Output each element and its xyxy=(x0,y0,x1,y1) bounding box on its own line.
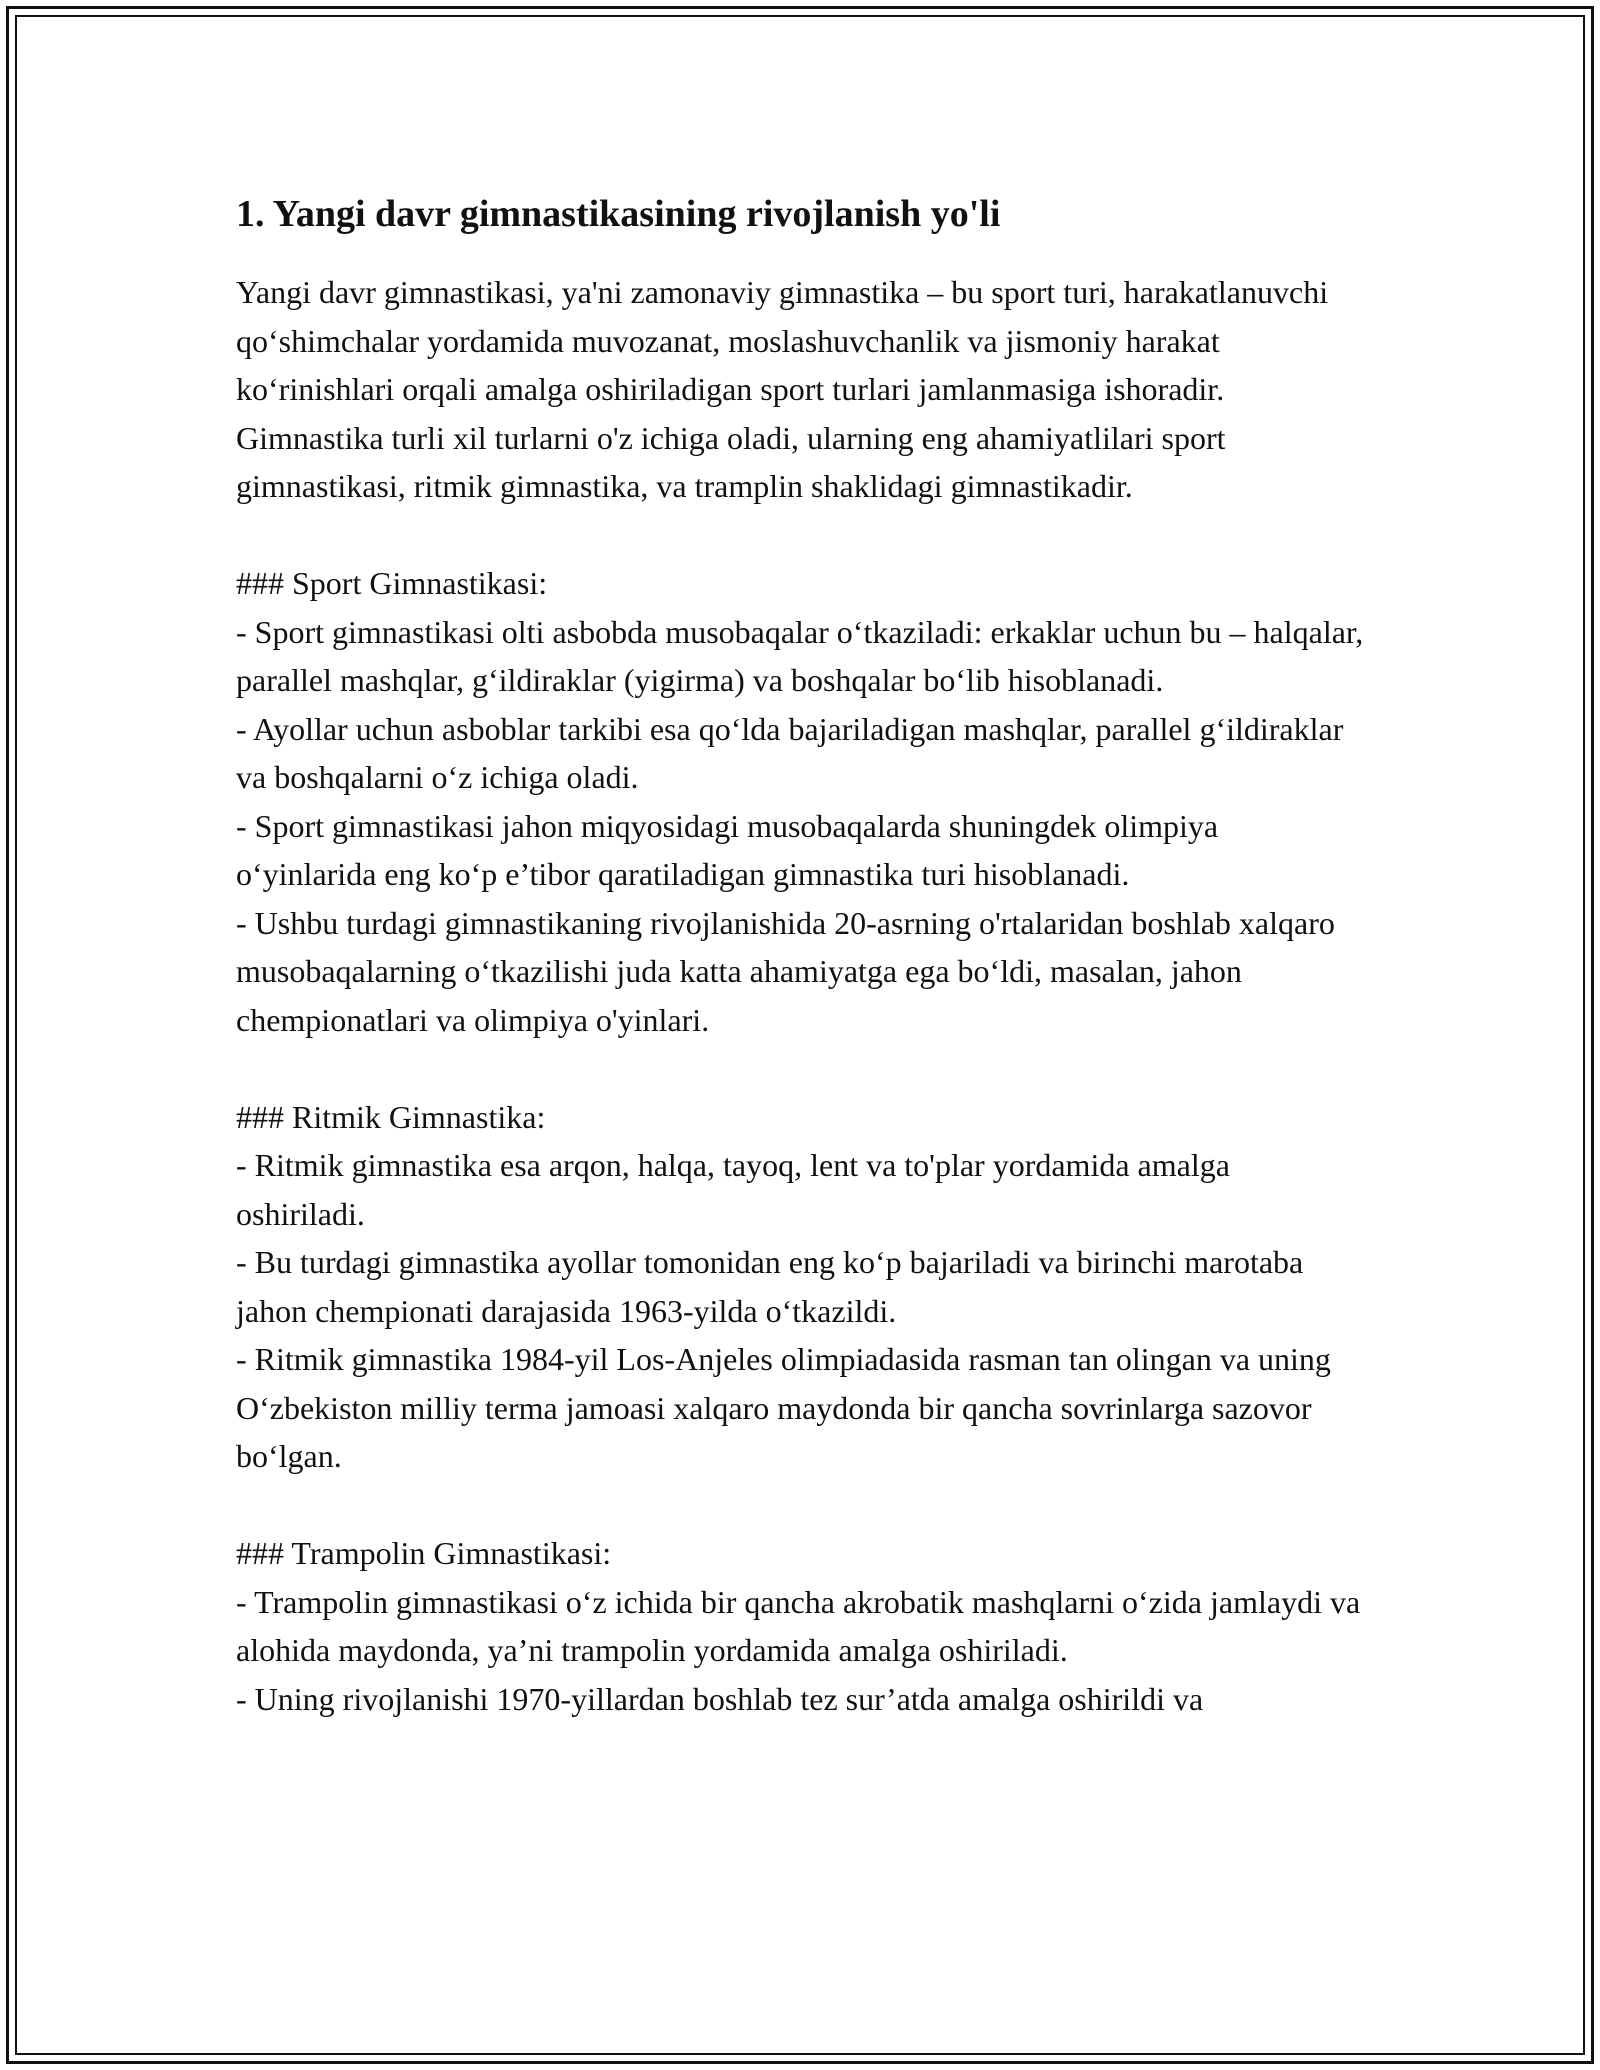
section-ritmik xyxy=(236,1093,1366,1481)
bullet-item: - Ritmik gimnastika esa arqon, halqa, tayoq, lent va to'plar yordamida amalga oshiriladi. xyxy=(236,1147,1230,1232)
section-trampolin xyxy=(236,1529,1366,1723)
bullet-item: - Ritmik gimnastika 1984-yil Los-Anjeles olimpiadasida rasman tan olingan va uning O‘zbekiston milliy terma jamoasi xalqaro maydonda bir qancha sovrinlarga sazovor bo‘lgan. xyxy=(236,1341,1331,1474)
bullet-item: - Trampolin gimnastikasi o‘z ichida bir qancha akrobatik mashqlarni o‘zida jamlaydi va alohida maydonda, ya’ni trampolin yordamida amalga oshiriladi. xyxy=(236,1583,1361,1668)
section-heading-sport: ### Sport Gimnastikasi: xyxy=(236,565,548,601)
section-sport xyxy=(236,559,1366,1044)
bullet-item: - Uning rivojlanishi 1970-yillardan boshlab tez sur’atda amalga oshirildi va xyxy=(236,1680,1204,1717)
document-title: 1. Yangi davr gimnastikasining rivojlanish yo'li xyxy=(236,193,1001,235)
paragraph-gap xyxy=(236,1044,1366,1093)
paragraph-gap xyxy=(236,1481,1366,1530)
paragraph-gap xyxy=(236,511,1366,560)
bullet-item: - Bu turdagi gimnastika ayollar tomonidan eng ko‘p bajariladi va birinchi marotaba jahon chempionati darajasida 1963-yilda o‘tkazildi. xyxy=(236,1244,1304,1329)
bullet-item: - Sport gimnastikasi olti asbobda musobaqalar o‘tkaziladi: erkaklar uchun bu – halqalar, parallel mashqlar, g‘ildiraklar (yigirma) va boshqalar bo‘lib hisoblanadi. xyxy=(236,613,1364,698)
section-heading-ritmik: ### Ritmik Gimnastika: xyxy=(236,1098,546,1135)
bullet-item: - Ushbu turdagi gimnastikaning rivojlanishida 20-asrning o'rtalaridan boshlab xalqaro musobaqalarning o‘tkazilishi juda katta ahamiyatga ega bo‘ldi, masalan, jahon chempionatlari va olimpiya o'yinlari. xyxy=(236,904,1335,1038)
intro-paragraph: Yangi davr gimnastikasi, ya'ni zamonaviy gimnastika – bu sport turi, harakatlanuvchi qo‘shimchalar yordamida muvozanat, moslashuvchanlik va jismoniy harakat ko‘rinishlari orqali amalga oshiriladigan sport turlari jamlanmasiga ishoradir. Gimnastika turli xil turlarni o'z ichiga oladi, ularning eng ahamiyatlilari sport gimnastikasi, ritmik gimnastika, va tramplin shaklidagi gimnastikadir. xyxy=(236,274,1329,504)
bullet-item: - Sport gimnastikasi jahon miqyosidagi musobaqalarda shuningdek olimpiya o‘yinlarida eng ko‘p e’tibor qaratiladigan gimnastika turi hisoblanadi. xyxy=(236,807,1219,892)
document-page xyxy=(236,186,1366,1723)
bullet-item: - Ayollar uchun asboblar tarkibi esa qo‘lda bajariladigan mashqlar, parallel g‘ildiraklar va boshqalarni o‘z ichiga oladi. xyxy=(236,710,1344,795)
section-heading-trampolin: ### Trampolin Gimnastikasi: xyxy=(236,1535,612,1571)
